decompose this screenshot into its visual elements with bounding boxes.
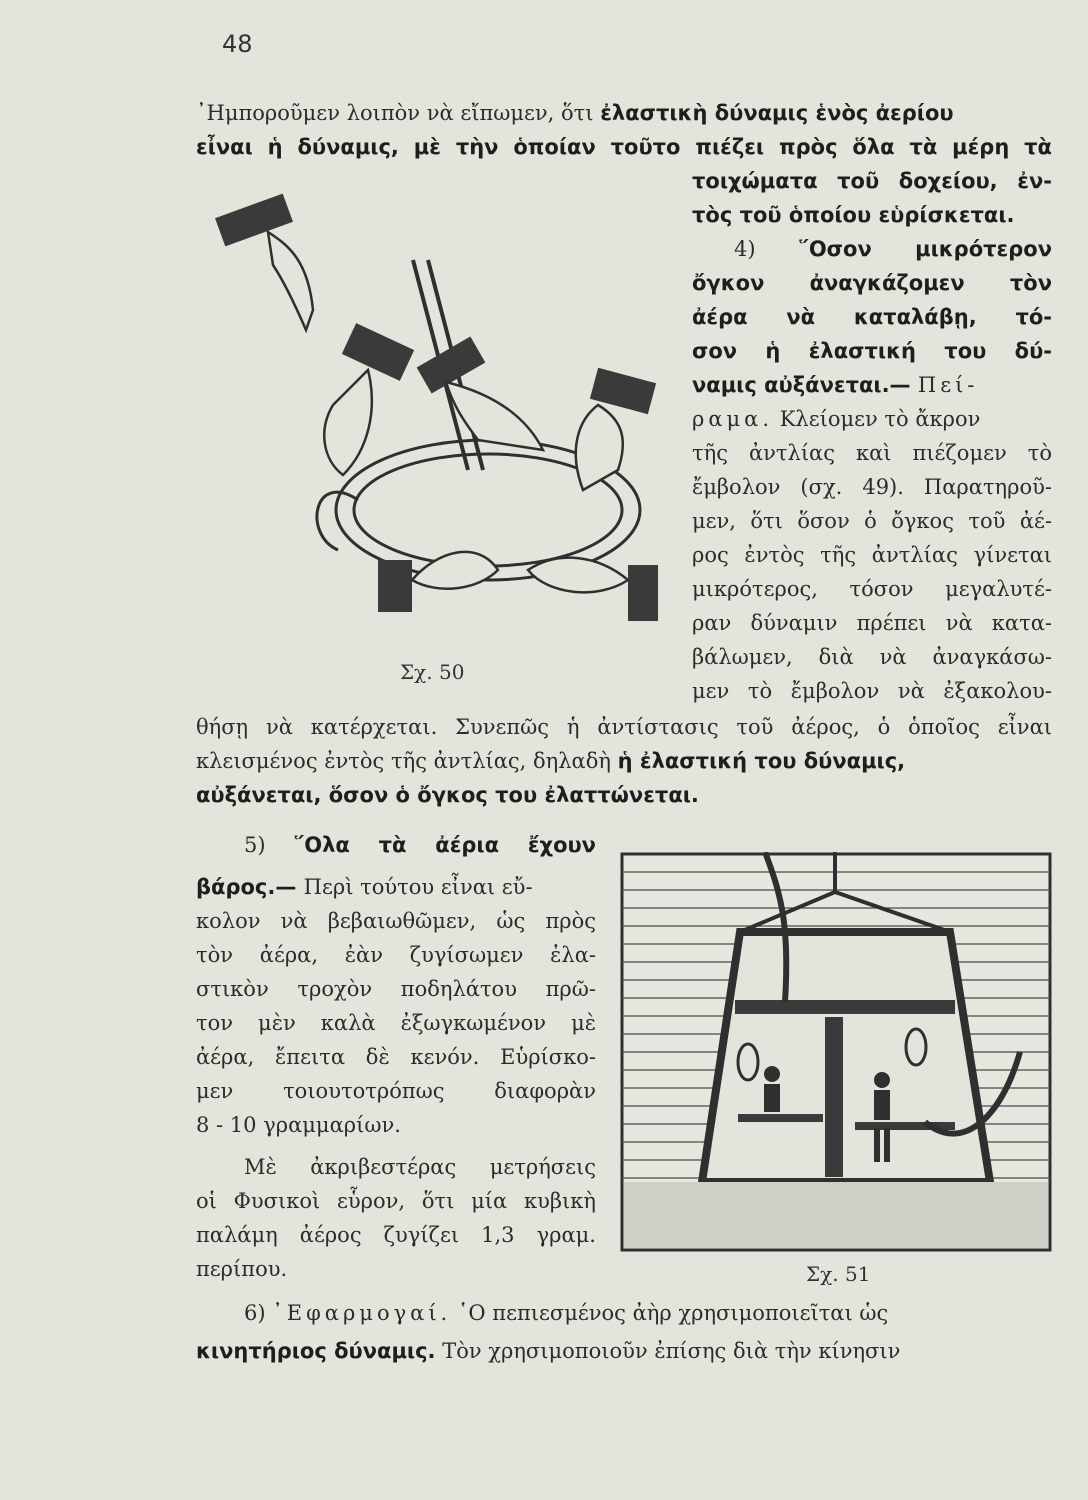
p4-line-2: ὄγκον ἀναγκάζομεν τὸν xyxy=(692,271,1052,295)
cuff-6 xyxy=(628,565,658,621)
p4-line-14: μεν τὸ ἔμβολον νὰ ἐξακολου- xyxy=(692,679,1052,703)
p1-line-1 xyxy=(196,98,1052,128)
p4-line-6-text: Κλείομεν τὸ ἄκρον xyxy=(773,407,981,431)
p5-line-6: τον μὲν καλὰ ἐξωγκωμένον μὲ xyxy=(196,1011,596,1035)
p5-line-1-num: 5) xyxy=(244,833,294,857)
p5-line-12: παλάμη ἀέρος ζυγίζει 1,3 γραμ. xyxy=(196,1223,596,1247)
p1-line-3: τοιχώματα τοῦ δοχείου, ἐν- xyxy=(692,169,1052,193)
p4-line-1-num: 4) xyxy=(734,237,799,261)
figure-51-caption: Σχ. 51 xyxy=(806,1262,871,1286)
water xyxy=(624,1182,1048,1248)
p5-line-11: οἱ Φυσικοὶ εὗρον, ὅτι μία κυβικὴ xyxy=(196,1189,596,1213)
hand-2 xyxy=(324,370,372,475)
figure-51-diving-bell xyxy=(620,852,1052,1254)
figure-50-hands-tube xyxy=(198,170,678,630)
p5-line-2 xyxy=(196,872,596,902)
p5-line-1-bold: ῞Ολα τὰ ἀέρια ἔχουν xyxy=(293,833,596,857)
p5-line-7: ἀέρα, ἔπειτα δὲ κενόν. Εὑρίσκο- xyxy=(196,1045,596,1069)
p4-line-5-bold: ναμις αὐξάνεται.— xyxy=(692,373,918,397)
p6-line-2-bold: κινητήριος δύναμις. xyxy=(196,1339,436,1363)
p5-line-8: μεν τοιουτοτρόπως διαφορὰν xyxy=(196,1079,596,1103)
p6-line-1-num: 6) xyxy=(244,1301,273,1325)
p5-line-9: 8 - 10 γραμμαρίων. xyxy=(196,1113,401,1137)
p6-line-2-text: Τὸν χρησιμοποιοῦν ἐπίσης διὰ τὴν κίνησιν xyxy=(435,1339,901,1363)
p1-line-1-text: ᾿Ημποροῦμεν λοιπὸν νὰ εἴπωμεν, ὅτι xyxy=(196,101,601,125)
p4-line-15: θήσῃ νὰ κατέρχεται. Συνεπῶς ἡ ἀντίστασις τοῦ ἀέρος, ὁ ὁποῖος εἶναι xyxy=(196,715,1052,739)
p1-line-4: τὸς τοῦ ὁποίου εὑρίσκεται. xyxy=(692,203,1015,227)
p4-line-17: αὐξάνεται, ὅσον ὁ ὄγκος του ἐλαττώνεται. xyxy=(196,783,699,807)
pump-column xyxy=(825,1017,843,1177)
p4-line-8: ἔμβολον (σχ. 49). Παρατηροῦ- xyxy=(692,475,1052,499)
p6-line-1-spaced: ᾿Εφαρμογαί. xyxy=(272,1301,452,1325)
p4-line-16-text: κλεισμένος ἐντὸς τῆς ἀντλίας, δηλαδὴ xyxy=(196,749,618,773)
p5-line-5: στικὸν τροχὸν ποδηλάτου πρῶ- xyxy=(196,977,596,1001)
p4-line-6-spaced: ραμα. xyxy=(692,407,774,431)
p6-line-1-text: ῾Ο πεπιεσμένος ἀὴρ χρησιμοποιεῖται ὡς xyxy=(451,1301,889,1325)
p4-line-10: ρος ἐντὸς τῆς ἀντλίας γίνεται xyxy=(692,543,1052,567)
p6-line-2 xyxy=(196,1336,1052,1366)
p4-line-9: μεν, ὅτι ὅσον ὁ ὄγκος τοῦ ἀέ- xyxy=(692,509,1052,533)
hand-5 xyxy=(412,552,498,589)
p4-line-5-spaced: Πεί- xyxy=(917,373,979,397)
p4-line-11: μικρότερος, τόσον μεγαλυτέ- xyxy=(692,577,1052,601)
p1-line-2: εἶναι ἡ δύναμις, μὲ τὴν ὁποίαν τοῦτο πιέζει πρὸς ὅλα τὰ μέρη τὰ xyxy=(196,135,1052,159)
p5-line-3: κολον νὰ βεβαιωθῶμεν, ὡς πρὸς xyxy=(196,909,596,933)
p4-line-16-bold: ἡ ἐλαστική του δύναμις, xyxy=(617,749,906,773)
hand-1 xyxy=(268,232,313,330)
bell-body xyxy=(702,932,990,1182)
cuff-1 xyxy=(215,194,293,247)
p4-line-12: ραν δύναμιν πρέπει νὰ κατα- xyxy=(692,611,1052,635)
p5-line-4: τὸν ἀέρα, ἐὰν ζυγίσωμεν ἐλα- xyxy=(196,943,596,967)
p5-line-2-text: Περὶ τούτου εἶναι εὔ- xyxy=(303,875,533,899)
hand-6 xyxy=(528,558,628,593)
diver-1 xyxy=(764,1066,780,1112)
cuff-2 xyxy=(342,323,414,381)
p5-line-2-bold: βάρος.— xyxy=(196,875,304,899)
p4-line-13: βάλωμεν, διὰ νὰ ἀναγκάσω- xyxy=(692,645,1052,669)
p1-line-1-bold: ἐλαστικὴ δύναμις ἑνὸς ἀερίου xyxy=(600,101,954,125)
p6-line-1 xyxy=(244,1298,1052,1328)
p4-line-5 xyxy=(692,370,1052,400)
p5-line-1 xyxy=(244,830,596,860)
p5-line-10: Μὲ ἀκριβεστέρας μετρήσεις xyxy=(244,1155,596,1179)
p4-line-6 xyxy=(692,404,1052,434)
p4-line-4: σον ἡ ἐλαστική του δύ- xyxy=(692,339,1052,363)
p4-line-1 xyxy=(734,234,1052,264)
p4-line-1-bold: ῞Οσον μικρότερον xyxy=(798,237,1053,261)
cuff-5 xyxy=(378,560,412,612)
p5-line-13: περίπου. xyxy=(196,1257,288,1281)
page-number: 48 xyxy=(222,30,253,58)
figure-50-caption: Σχ. 50 xyxy=(400,660,465,684)
hand-4 xyxy=(576,405,623,490)
p4-line-16 xyxy=(196,746,1052,776)
p4-line-7: τῆς ἀντλίας καὶ πιέζομεν τὸ xyxy=(692,441,1052,465)
p4-line-3: ἀέρα νὰ καταλάβῃ, τό- xyxy=(692,305,1052,329)
